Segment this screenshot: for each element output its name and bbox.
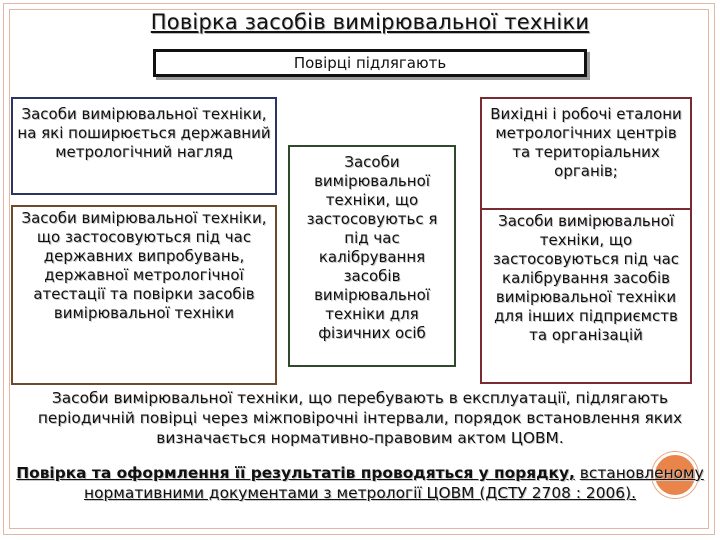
slide-title: Повірка засобів вимірювальної техніки	[150, 10, 590, 34]
footer-statement	[14, 463, 706, 503]
box-calibration-enterprises: Засоби вимірювальної техніки, що застосовуються під час калібрування засобів вимірювальної техніки для інших підприємств та організацій	[480, 208, 692, 384]
box-reference-standards: Вихідні і робочі еталони метрологічних центрів та територіальних органів;	[480, 97, 692, 215]
footer-bold-text: Повірка та оформлення її результатів проводяться у порядку,	[16, 464, 575, 482]
box-calibration-individuals: Засоби вимірювальної техніки, що застосовуютьс я під час калібрування засобів вимірювальної техніки для фізичних осіб	[288, 145, 456, 367]
box-state-supervision: Засоби вимірювальної техніки, на які поширюється державний метрологічний нагляд	[11, 97, 277, 195]
subject-header-box: Повірці підлягають	[153, 49, 587, 77]
periodic-verification-paragraph: Засоби вимірювальної техніки, що перебувають в експлуатації, підлягають періодичній повірці через міжповірочні інтервали, порядок встановлення яких визначається нормативно-правовим актом ЦОВМ.	[37, 389, 683, 447]
box-state-testing: Засоби вимірювальної техніки, що застосовуються під час державних випробувань, державної метрологічної атестації та повірки засобів вимірювальної техніки	[11, 205, 277, 385]
footer-rest-text: встановленому нормативними документами з метрології ЦОВМ (ДСТУ 2708 : 2006).	[84, 464, 704, 502]
